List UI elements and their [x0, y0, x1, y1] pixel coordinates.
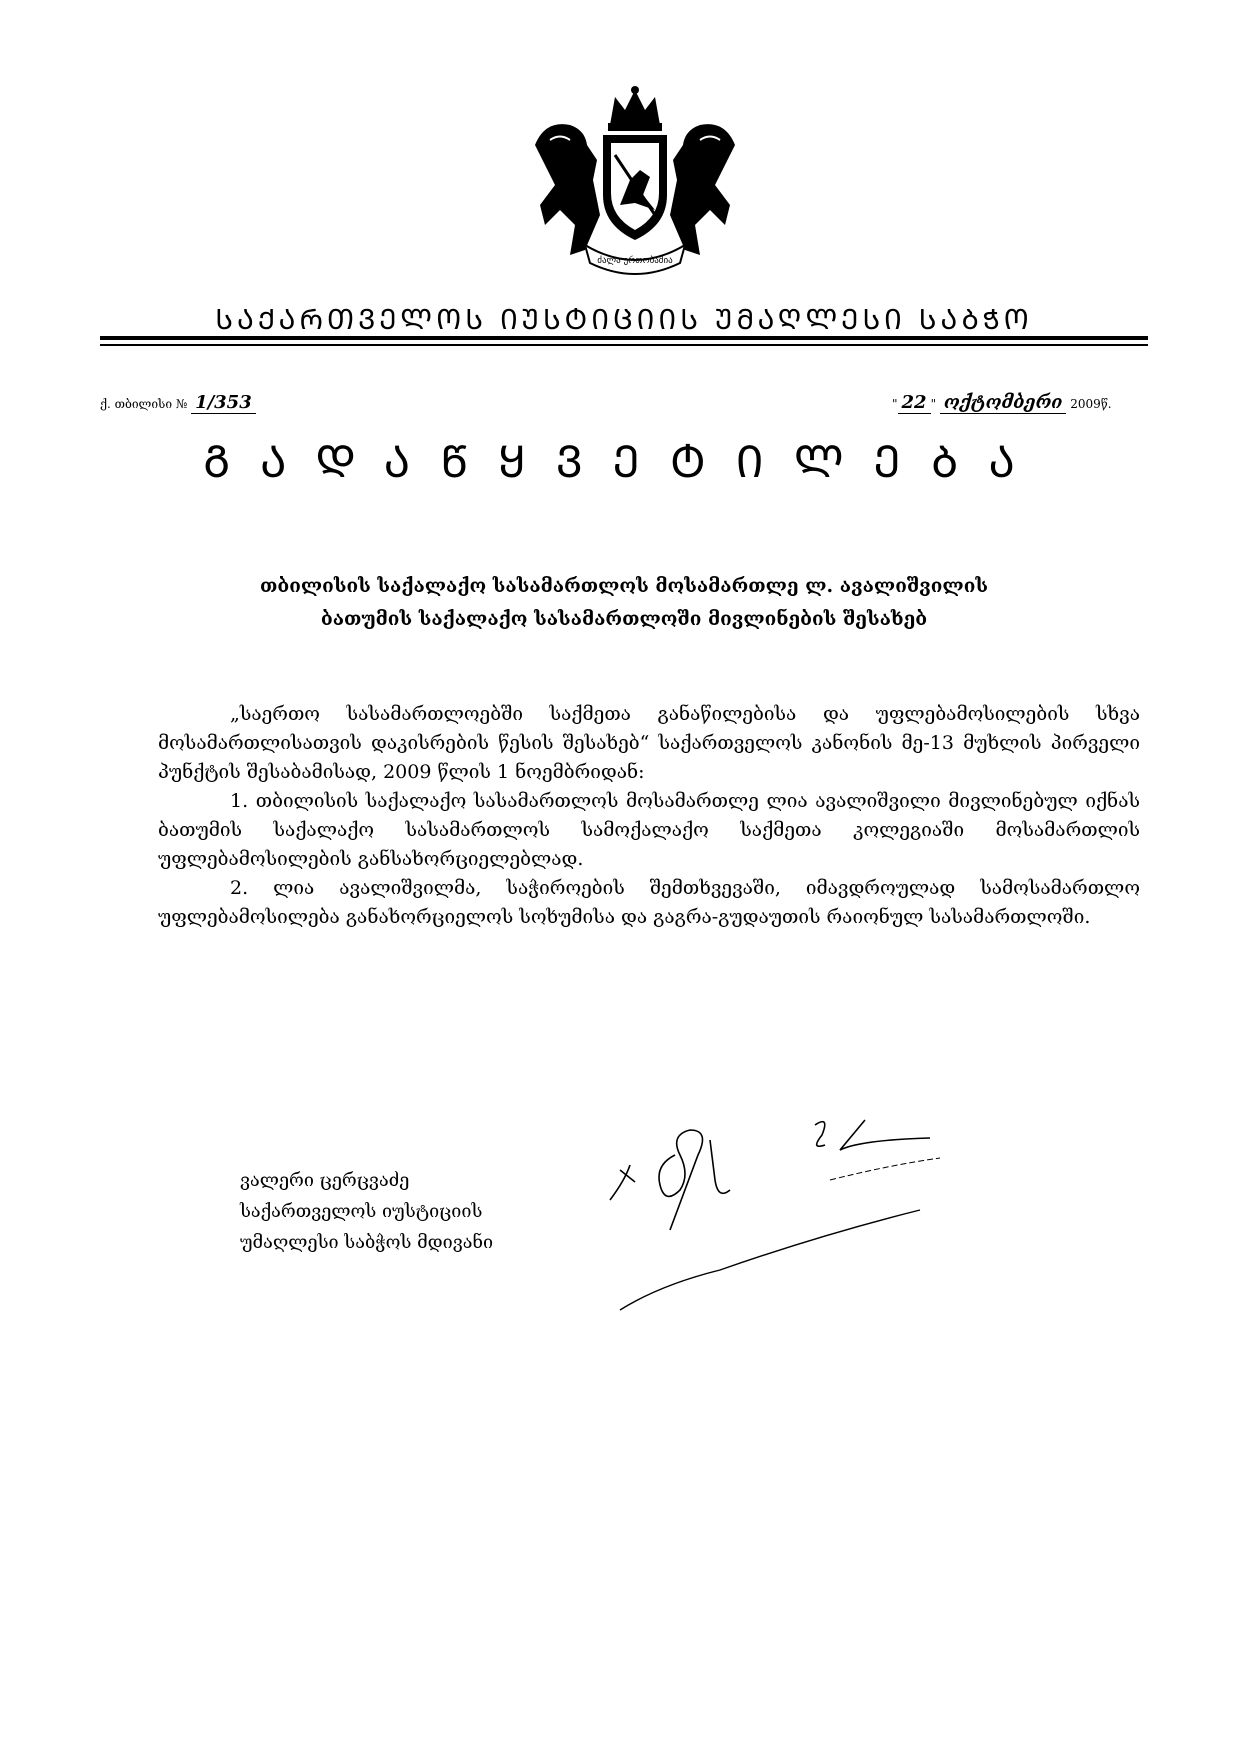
- decree-subject: [150, 570, 1098, 636]
- signatory-position-line-2: უმაღლესი საბჭოს მდივანი: [240, 1232, 494, 1253]
- body-paragraph-1: „საერთო სასამართლოებში საქმეთა განაწილებისა და უფლებამოსილების სხვა მოსამართლისათვის დაკისრების წესის შესახებ“ საქართველოს კანონის მე-13 მუხლის პირველი პუნქტის შესაბამისად, 2009 წლის 1 ნოემბრიდან:: [158, 703, 1140, 783]
- signatory-position-line-1: საქართველოს იუსტიციის: [240, 1201, 483, 1222]
- header-rule-thin: [100, 344, 1148, 346]
- subject-line-2: ბათუმის საქალაქო სასამართლოში მივლინების შესახებ: [320, 608, 928, 630]
- subject-line-1: თბილისის საქალაქო სასამართლოს მოსამართლე ლ. ავალიშვილის: [259, 575, 988, 597]
- reference-number: [100, 392, 256, 414]
- reference-date-year: 2009წ.: [1070, 397, 1112, 411]
- handwritten-signature: [600, 1110, 1000, 1330]
- decree-title: ᲒᲐᲓᲐᲬᲧᲕᲔᲢᲘᲚᲔᲑᲐ: [203, 437, 1045, 488]
- signatory-block: [240, 1165, 570, 1258]
- reference-date-day: 22: [898, 392, 931, 414]
- body-paragraph-2: 1. თბილისის საქალაქო სასამართლოს მოსამართლე ლია ავალიშვილი მივლინებულ იქნას ბათუმის საქალაქო სასამართლოს სამოქალაქო საქმეთა კოლეგიაში მოსამართლის უფლებამოსილების განსახორციელებლად.: [158, 790, 1140, 870]
- institution-title: ᲡᲐᲥᲐᲠᲗᲕᲔᲚᲝᲡ ᲘᲣᲡᲢᲘᲪᲘᲘᲡ ᲣᲛᲐᲦᲚᲔᲡᲘ ᲡᲐᲑᲭᲝ: [215, 303, 1033, 336]
- header-rule-thick: [100, 336, 1148, 340]
- signatory-name: ვალერი ცერცვაძე: [240, 1170, 410, 1191]
- reference-date: " 22 " ოქტომბერი 2009წ.: [892, 392, 1112, 413]
- emblem-motto: ძალა ერთობაშია: [597, 256, 673, 266]
- decree-body: [158, 700, 1140, 932]
- reference-number-value: 1/353: [191, 392, 256, 414]
- reference-number-label: ქ. თბილისი №: [100, 397, 188, 411]
- body-paragraph-3: 2. ლია ავალიშვილმა, საჭიროების შემთხვევაში, იმავდროულად სამოსამართლო უფლებამოსილება განახორციელოს სოხუმისა და გაგრა-გუდაუთის რაიონულ სასამართლოში.: [158, 877, 1140, 928]
- reference-date-month: ოქტომბერი: [940, 392, 1067, 414]
- coat-of-arms-emblem: [515, 85, 755, 275]
